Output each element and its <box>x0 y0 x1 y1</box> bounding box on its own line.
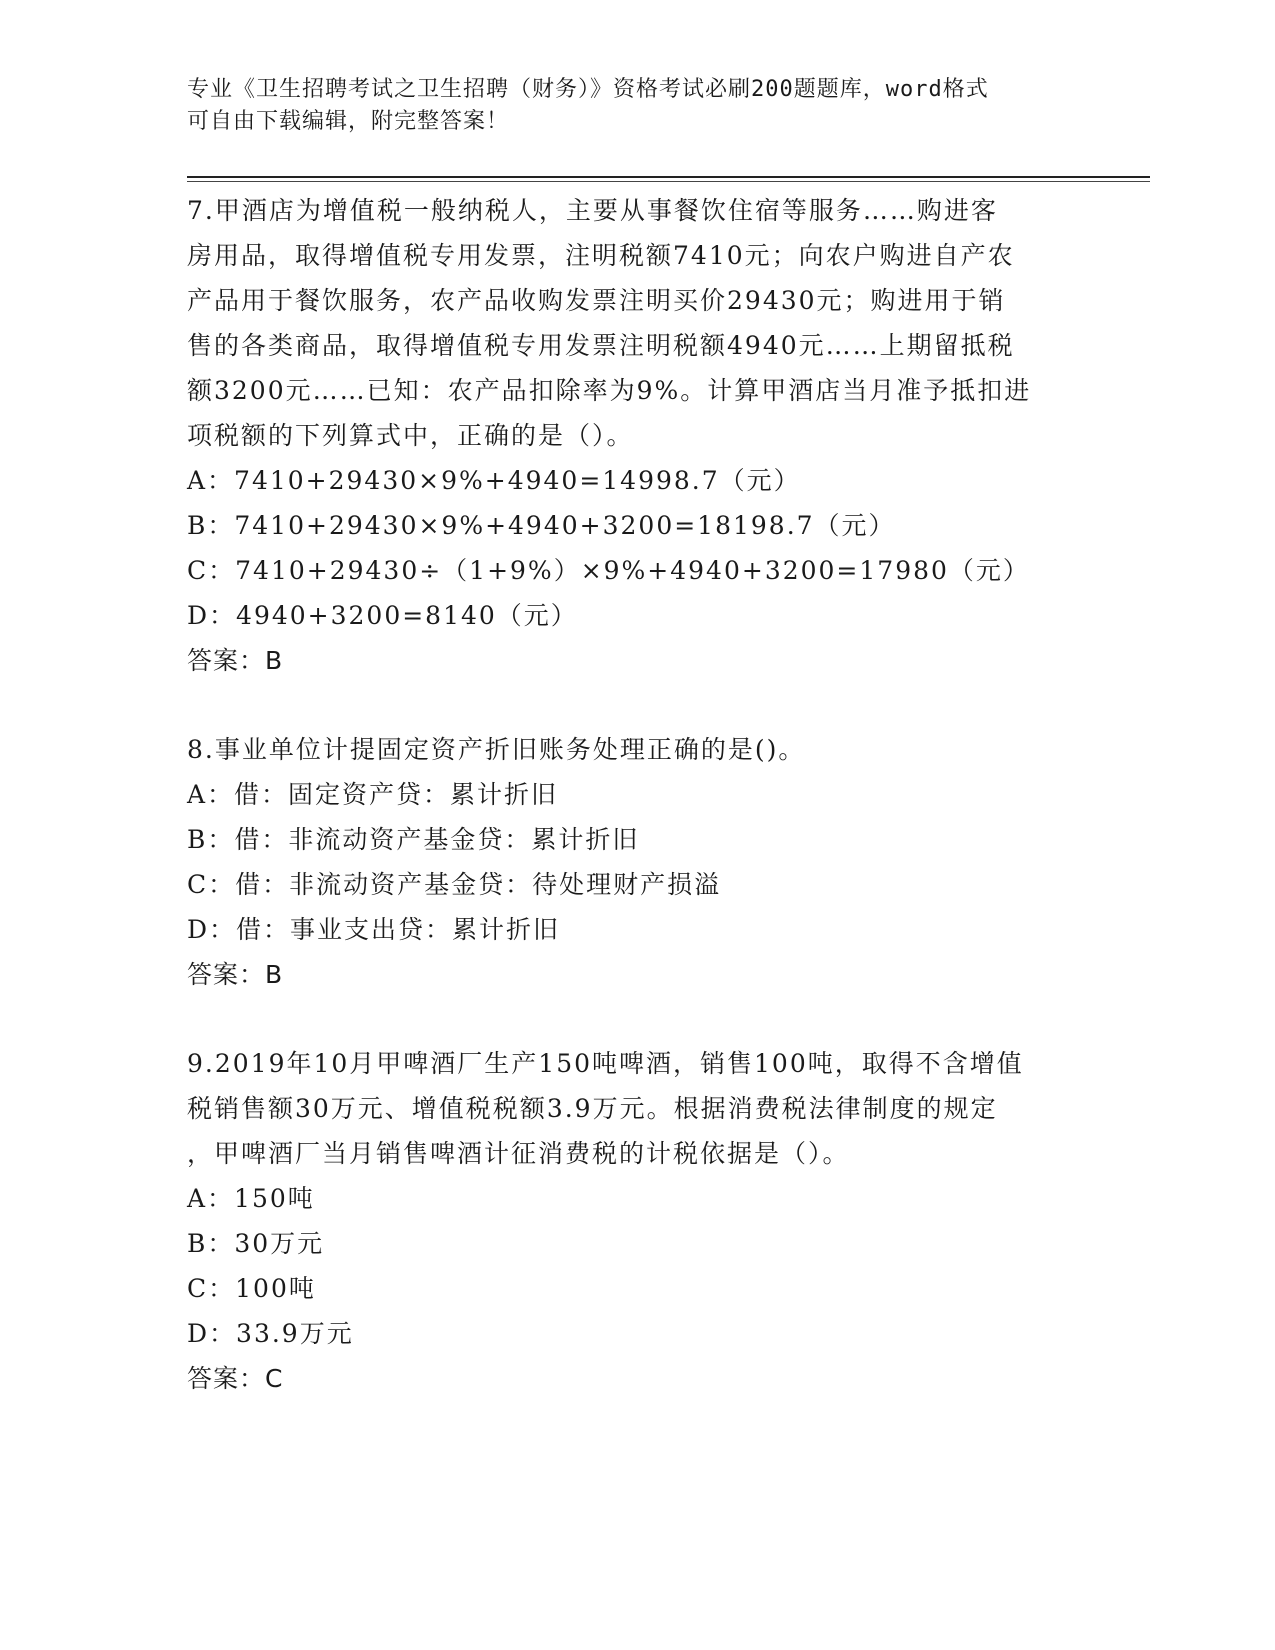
question-text-line: 9.2019年10月甲啤酒厂生产150吨啤酒，销售100吨，取得不含增值 <box>187 1049 1024 1078</box>
question-text-line: 产品用于餐饮服务，农产品收购发票注明买价29430元；购进用于销 <box>187 286 1006 315</box>
document-header <box>187 74 1087 138</box>
option-b: B：30万元 <box>187 1229 325 1258</box>
option-a: A：借：固定资产贷：累计折旧 <box>187 780 559 809</box>
question-text-line: 项税额的下列算式中，正确的是（）。 <box>187 421 634 450</box>
answer-label: 答案：B <box>187 960 284 989</box>
question-spacer <box>187 997 1087 1041</box>
question-text-line: 税销售额30万元、增值税税额3.9万元。根据消费税法律制度的规定 <box>187 1094 998 1123</box>
option-c: C：7410+29430÷（1+9%）×9%+4940+3200=17980（元） <box>187 556 1030 585</box>
header-line-1: 专业《卫生招聘考试之卫生招聘（财务）》资格考试必刷200题题库，word格式 <box>187 77 989 102</box>
question-9 <box>187 1041 1087 1401</box>
option-a: A：7410+29430×9%+4940=14998.7（元） <box>187 466 801 495</box>
question-list <box>187 188 1087 1401</box>
question-text-line: 额3200元……已知：农产品扣除率为9%。计算甲酒店当月准予抵扣进 <box>187 376 1032 405</box>
option-d: D：33.9万元 <box>187 1319 354 1348</box>
question-text-line: 7.甲酒店为增值税一般纳税人，主要从事餐饮住宿等服务……购进客 <box>187 196 998 225</box>
option-c: C：100吨 <box>187 1274 316 1303</box>
option-a: A：150吨 <box>187 1184 315 1213</box>
option-d: D：4940+3200=8140（元） <box>187 601 578 630</box>
question-text-line: 8.事业单位计提固定资产折旧账务处理正确的是()。 <box>187 735 806 764</box>
option-b: B：借：非流动资产基金贷：累计折旧 <box>187 825 640 854</box>
question-spacer <box>187 683 1087 727</box>
header-line-2: 可自由下载编辑，附完整答案！ <box>187 109 510 134</box>
question-7 <box>187 188 1087 683</box>
header-divider-thin <box>187 181 1150 182</box>
option-b: B：7410+29430×9%+4940+3200=18198.7（元） <box>187 511 896 540</box>
option-c: C：借：非流动资产基金贷：待处理财产损溢 <box>187 870 722 899</box>
answer-label: 答案：B <box>187 646 284 675</box>
question-text-line: ，甲啤酒厂当月销售啤酒计征消费税的计税依据是（）。 <box>187 1139 850 1168</box>
question-8 <box>187 727 1087 997</box>
answer-label: 答案：C <box>187 1364 284 1393</box>
header-divider-thick <box>187 176 1150 178</box>
question-text-line: 房用品，取得增值税专用发票，注明税额7410元；向农户购进自产农 <box>187 241 1015 270</box>
question-text-line: 售的各类商品，取得增值税专用发票注明税额4940元……上期留抵税 <box>187 331 1015 360</box>
option-d: D：借：事业支出贷：累计折旧 <box>187 915 561 944</box>
